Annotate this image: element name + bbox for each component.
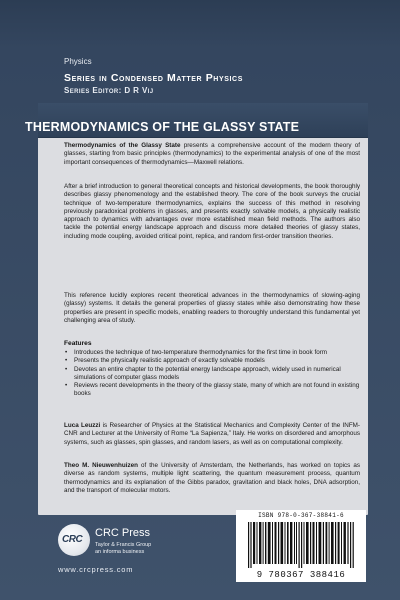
subject-label: Physics xyxy=(64,57,92,66)
features-list xyxy=(64,349,364,399)
features-heading: Features xyxy=(64,340,92,347)
paragraph-overview: After a brief introduction to general theoretical concepts and historical developments, the book thoroughly describes glassy phenomenology and the established theory. The core of the book surveys the crucial technique of two-temperature thermodynamics, explains the success of this method in resolving previously paradoxical problems in glasses, and presents exactly solvable models, a physically realistic approach to dynamics with advantages over more established mean field methods. The authors also tackle the potential energy landscape approach and discuss more detailed theories of glassy states, including mode coupling, avoided critical point, replica, and random first-order transition theories. xyxy=(64,183,360,240)
book-title-inline: Thermodynamics of the Glassy State xyxy=(64,142,181,149)
author-bio-leuzzi xyxy=(64,422,360,447)
paragraph-reference: This reference lucidly explores recent theoretical advances in the thermodynamics of slowing-aging (glassy) systems. It details the general properties of glassy states while also demonstrating how these properties are present in specific models, enabling readers to thoroughly understand this fundamental yet challenging area of study. xyxy=(64,292,360,324)
feature-item: • Reviews recent developments in the theory of the glassy state, many of which are not found in existing books xyxy=(64,382,364,399)
book-title: THERMODYNAMICS OF THE GLASSY STATE xyxy=(25,120,300,134)
paragraph-intro-text: presents a comprehensive account of the modern theory of glasses, starting from basic principles (thermodynamics) to the experimental analysis of one of the most important consequences of thermodynamics—Maxwell relations. xyxy=(64,142,360,166)
isbn-barcode-box xyxy=(236,510,366,582)
feature-item: • Introduces the technique of two-temperature thermodynamics for the first time in book form xyxy=(64,349,364,357)
barcode-icon xyxy=(248,522,358,568)
author-bio-nieuwenhuizen xyxy=(64,462,360,495)
paragraph-intro xyxy=(64,142,360,167)
feature-item: • Presents the physically realistic approach of exactly solvable models xyxy=(64,357,364,365)
publisher-name: CRC Press xyxy=(95,527,151,539)
logo-mark: CRC xyxy=(62,534,83,545)
series-editor: Series Editor: D R Vij xyxy=(64,86,154,95)
author-name: Luca Leuzzi xyxy=(64,422,101,429)
publisher-tagline: an informa business xyxy=(95,549,145,555)
series-title: Series in Condensed Matter Physics xyxy=(64,72,243,84)
crc-logo-icon xyxy=(58,524,90,556)
feature-item: • Devotes an entire chapter to the potential energy landscape approach, widely used in numerical simulations of computer glass models xyxy=(64,366,364,383)
publisher-logo xyxy=(58,524,198,564)
author-name: Theo M. Nieuwenhuizen xyxy=(64,462,138,469)
author-bio-text: is Researcher of Physics at the Statistical Mechanics and Complexity Center of the INFM-CNR and Lecturer at the University of Rome “La Sapienza,” Italy. He works on disordered and amorphous systems, such as glasses, spin glasses, and random lasers, as well as on computational complexity. xyxy=(64,422,361,446)
publisher-group: Taylor & Francis Group xyxy=(95,542,152,548)
isbn-digits: 9 780367 388416 xyxy=(256,570,346,580)
author-bio-text: of the University of Amsterdam, the Netherlands, has worked on topics as diverse as random systems, multiple light scattering, the quantum measurement process, quantum thermodynamics and its explanation of the Gibbs paradox, gravitation and black holes, DNA adsorption, and the transport of molecular motors. xyxy=(64,462,361,494)
publisher-website[interactable]: www.crcpress.com xyxy=(58,565,134,574)
isbn-label: ISBN 978-0-367-38841-6 xyxy=(258,512,344,519)
